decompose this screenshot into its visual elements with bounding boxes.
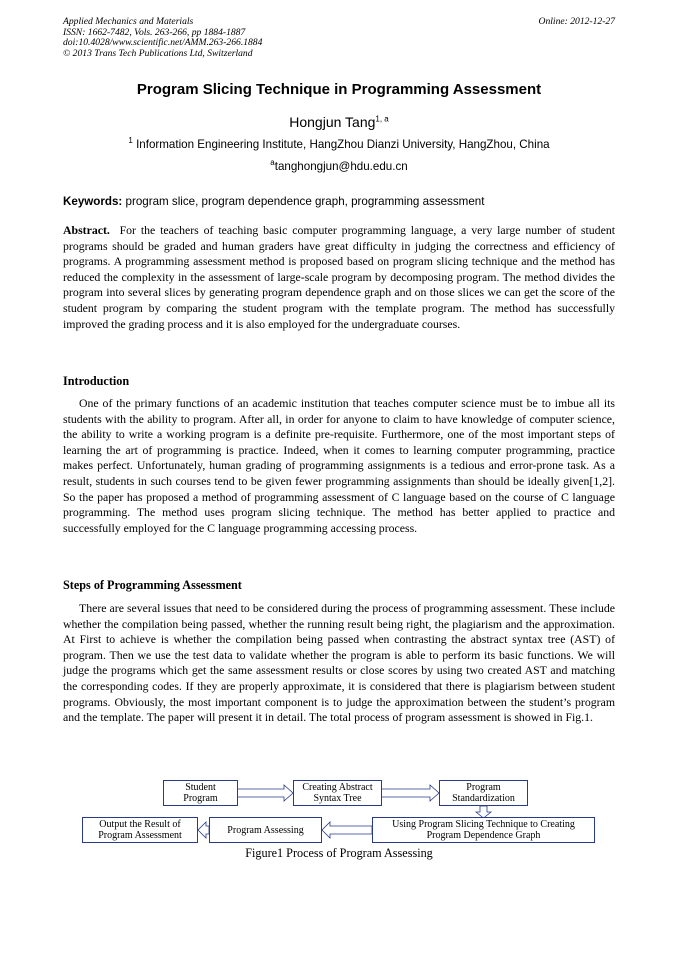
keywords-label: Keywords: bbox=[63, 195, 123, 208]
flow-box-program-assessing: Program Assessing bbox=[209, 817, 322, 843]
doi-line: doi:10.4028/www.scientific.net/AMM.263-266.1884 bbox=[63, 37, 263, 49]
abstract-text: For the teachers of teaching basic computer programming language, a very large number of student programs should be graded and human graders have great difficulty in judging the correctness and efficiency of programs. A programming assessment method is proposed based on program slicing technique and the method has reduced the complexity in the assessment of large-scale program by decomposing program. The method divides the program into several slices by generating program dependence graph and on those slices we can get the score of the student program by comparing the student program with the template program. The method has successfully improved the grading process and it is also employed for the undergraduate courses. bbox=[63, 223, 615, 331]
steps-text: There are several issues that need to be considered during the process of programming assessment. These include whether the compilation being passed, whether the running result being right, the plagiarism and the approximation. At First to achieve is whether the compilation being passed when contrasting the abstract syntax tree (AST) of program. Then we use the test data to validate whether the program is able to perform its basic functions. We will judge the programs which get the same assessment results or close scores by using two created AST and matching the corresponding codes. If they are properly approximate, it is considered that there is plagiarism between student programs. Obviously, the most important component is to judge the approximation between the student’s program and the template. The paper will present it in detail. The total process of program assessment is showed in Fig.1. bbox=[63, 601, 615, 725]
flow-box-create-ast: Creating Abstract Syntax Tree bbox=[293, 780, 382, 806]
flow-box-output-result: Output the Result of Program Assessment bbox=[82, 817, 198, 843]
arrow-slicing-to-assessing bbox=[322, 822, 372, 838]
author-sup: 1, a bbox=[375, 114, 389, 124]
abstract-label: Abstract. bbox=[63, 223, 110, 237]
email-sup: a bbox=[270, 158, 275, 168]
flow-box-slicing-pdg: Using Program Slicing Technique to Creating Program Dependence Graph bbox=[372, 817, 595, 843]
issn-line: ISSN: 1662-7482, Vols. 263-266, pp 1884-1887 bbox=[63, 26, 246, 38]
journal-name: Applied Mechanics and Materials bbox=[63, 16, 194, 27]
online-date: Online: 2012-12-27 bbox=[538, 16, 615, 27]
affiliation-text: Information Engineering Institute, HangZhou Dianzi University, HangZhou, China bbox=[136, 138, 550, 151]
introduction-text: One of the primary functions of an academic institution that teaches computer science must be to imbue all its students with the ability to program. After all, in order for anyone to claim to have knowledge of computer science, the ability to write a working program is a definite pre-requisite. Furthermore, one of the most important steps of learning the art of programming is practice. Indeed, when it comes to learning computer programming, practice makes perfect. Unfortunately, human grading of programming assignments is a tedious and error-prone task. As a result, students in such courses tend to be given fewer programming assignments than should be ideally given[1,2]. So the paper has proposed a method of programming assessment of C language based on the course of C language programming. The method uses program slicing technique. The method has better applied to practice and successfully employed for the C language programming accessing process. bbox=[63, 396, 615, 535]
copyright-line: © 2013 Trans Tech Publications Ltd, Switzerland bbox=[63, 47, 253, 59]
paper-title: Program Slicing Technique in Programming Assessment bbox=[136, 81, 542, 98]
figure-caption: Figure1 Process of Program Assessing bbox=[245, 846, 433, 860]
introduction-heading: Introduction bbox=[63, 374, 130, 388]
arrow-assessing-to-output bbox=[198, 822, 209, 838]
arrow-student-to-ast bbox=[237, 785, 293, 801]
keywords-text: program slice, program dependence graph, programming assessment bbox=[125, 195, 485, 208]
steps-heading: Steps of Programming Assessment bbox=[63, 578, 242, 592]
author-name: Hongjun Tang bbox=[289, 114, 376, 130]
flow-box-student-program: Student Program bbox=[163, 780, 238, 806]
email-address: tanghongjun@hdu.edu.cn bbox=[274, 160, 408, 173]
flow-box-standardization: Program Standardization bbox=[439, 780, 528, 806]
affiliation-sup: 1 bbox=[128, 136, 133, 146]
arrow-ast-to-standard bbox=[381, 785, 439, 801]
